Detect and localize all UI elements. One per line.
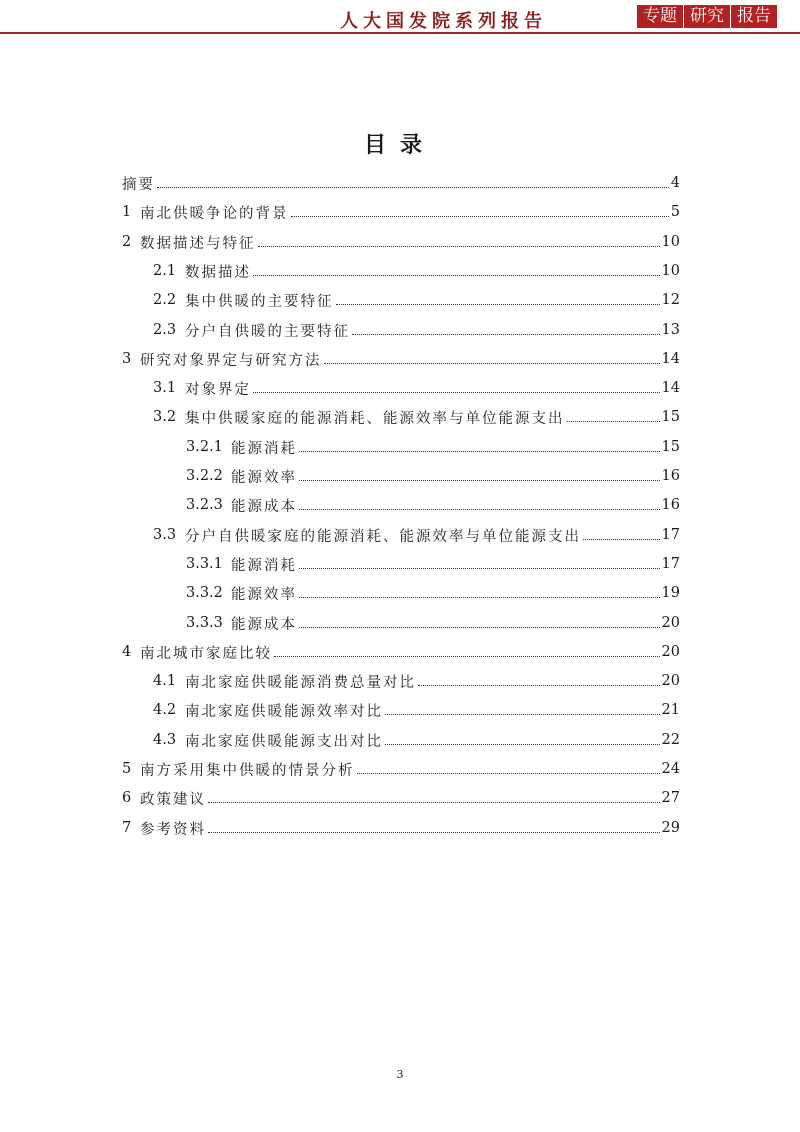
toc-entry[interactable]: [122, 813, 680, 843]
toc-entry-page: 20: [661, 644, 680, 660]
dot-leader: [299, 509, 660, 510]
toc-entry[interactable]: [186, 432, 680, 462]
toc-entry-page: 15: [661, 409, 680, 425]
dot-leader: [274, 656, 660, 657]
toc-entry-number: 2.1: [153, 263, 177, 279]
toc-entry-page: 24: [661, 761, 680, 777]
badge-segment: 研究: [684, 5, 731, 28]
dot-leader: [208, 802, 660, 803]
dot-leader: [253, 275, 660, 276]
toc-entry[interactable]: [153, 695, 680, 725]
toc-entry-page: 17: [661, 556, 680, 572]
toc-entry-number: 3.3: [153, 527, 177, 543]
toc-entry-title: 南北家庭供暖能源效率对比: [185, 703, 383, 720]
toc-entry-title: 能源消耗: [231, 440, 297, 457]
dot-leader: [258, 246, 660, 247]
dot-leader: [583, 539, 660, 540]
toc-entry-title: 集中供暖的主要特征: [185, 293, 334, 310]
toc-entry-title: 南方采用集中供暖的情景分析: [140, 762, 355, 779]
dot-leader: [299, 451, 660, 452]
toc-entry-number: 3.2: [153, 409, 177, 425]
toc-entry-title: 能源成本: [231, 616, 297, 633]
toc-entry-page: 22: [661, 732, 680, 748]
toc-entry[interactable]: [122, 344, 680, 374]
badge-segment: 报告: [737, 6, 771, 26]
toc-entry[interactable]: [122, 637, 680, 667]
toc-entry[interactable]: [122, 197, 680, 227]
toc-entry-number: 7: [122, 820, 132, 836]
dot-leader: [352, 334, 660, 335]
toc-entry[interactable]: [186, 549, 680, 579]
dot-leader: [299, 480, 660, 481]
toc-entry[interactable]: [153, 315, 680, 345]
toc-entry-page: 21: [661, 702, 680, 718]
toc-entry-title: 能源消耗: [231, 557, 297, 574]
toc-entry-number: 2: [122, 234, 132, 250]
dot-leader: [385, 714, 660, 715]
toc-entry-number: 3.3.2: [186, 585, 223, 601]
toc-entry-page: 14: [661, 380, 680, 396]
toc-entry-number: 3: [122, 351, 132, 367]
toc-entry-title: 南北城市家庭比较: [140, 645, 272, 662]
toc-entry[interactable]: [153, 256, 680, 286]
toc-entry-title: 参考资料: [140, 821, 206, 838]
toc-entry-title: 南北家庭供暖能源消费总量对比: [185, 674, 416, 691]
dot-leader: [385, 744, 660, 745]
toc-entry-page: 4: [670, 175, 680, 191]
toc-entry-title: 数据描述与特征: [140, 235, 256, 252]
toc-entry[interactable]: [122, 754, 680, 784]
dot-leader: [567, 421, 660, 422]
header-divider: [0, 32, 800, 34]
toc-entry-page: 17: [661, 527, 680, 543]
toc-entry-number: 3.3.1: [186, 556, 223, 572]
toc-entry[interactable]: [153, 285, 680, 315]
toc-entry-page: 16: [661, 468, 680, 484]
toc-entry-number: 5: [122, 761, 132, 777]
toc-entry-title: 政策建议: [140, 791, 206, 808]
dot-leader: [336, 304, 660, 305]
toc-entry-number: 3.2.1: [186, 439, 223, 455]
toc-entry-number: 4.2: [153, 702, 177, 718]
toc-entry[interactable]: [153, 373, 680, 403]
toc-entry[interactable]: [122, 783, 680, 813]
dot-leader: [324, 363, 660, 364]
toc-entry-title: 能源效率: [231, 469, 297, 486]
toc-entry-number: 4.1: [153, 673, 177, 689]
toc-entry-page: 14: [661, 351, 680, 367]
report-series-title: 人大国发院系列报告: [340, 11, 547, 32]
dot-leader: [253, 392, 660, 393]
toc-entry-title: 能源成本: [231, 498, 297, 515]
toc-entry-title: 南北供暖争论的背景: [140, 205, 289, 222]
dot-leader: [299, 627, 660, 628]
toc-entry[interactable]: [122, 227, 680, 257]
toc-entry-page: 10: [661, 263, 680, 279]
toc-entry-number: 3.2.3: [186, 497, 223, 513]
toc-entry-page: 10: [661, 234, 680, 250]
toc-entry-page: 20: [661, 673, 680, 689]
toc-entry-page: 16: [661, 497, 680, 513]
dot-leader: [418, 685, 660, 686]
page-number: 3: [396, 1068, 404, 1081]
toc-entry-page: 15: [661, 439, 680, 455]
toc-entry-number: 6: [122, 790, 132, 806]
toc-entry[interactable]: [186, 461, 680, 491]
dot-leader: [157, 187, 669, 188]
toc-entry-title: 数据描述: [185, 264, 251, 281]
toc-entry-title: 对象界定: [185, 381, 251, 398]
dot-leader: [357, 773, 660, 774]
toc-entry-title: 分户自供暖的主要特征: [185, 323, 350, 340]
dot-leader: [299, 597, 660, 598]
toc-entry[interactable]: [153, 666, 680, 696]
toc-entry[interactable]: [122, 168, 680, 198]
toc-entry[interactable]: [153, 402, 680, 432]
toc-entry-title: 分户自供暖家庭的能源消耗、能源效率与单位能源支出: [185, 528, 581, 545]
toc-entry-number: 1: [122, 204, 132, 220]
toc-entry-number: 3.3.3: [186, 615, 223, 631]
toc-entry[interactable]: [153, 520, 680, 550]
toc-entry-page: 12: [661, 292, 680, 308]
toc-entry-page: 27: [661, 790, 680, 806]
toc-entry-title: 集中供暖家庭的能源消耗、能源效率与单位能源支出: [185, 410, 565, 427]
toc-entry-title: 研究对象界定与研究方法: [140, 352, 322, 369]
dot-leader: [208, 832, 660, 833]
toc-entry[interactable]: [153, 725, 680, 755]
toc-entry[interactable]: [186, 490, 680, 520]
toc-entry-title: 摘要: [122, 176, 155, 193]
toc-entry[interactable]: [186, 608, 680, 638]
dot-leader: [299, 568, 660, 569]
toc-entry-number: 3.1: [153, 380, 177, 396]
toc-entry-page: 20: [661, 615, 680, 631]
toc-entry-number: 2.3: [153, 322, 177, 338]
toc-entry-title: 能源效率: [231, 586, 297, 603]
toc-entry-page: 13: [661, 322, 680, 338]
report-type-badge: [637, 5, 777, 28]
toc-entry-number: 4: [122, 644, 132, 660]
toc-entry-page: 5: [670, 204, 680, 220]
toc-entry-number: 2.2: [153, 292, 177, 308]
page-header: [0, 0, 800, 34]
toc-entry-title: 南北家庭供暖能源支出对比: [185, 733, 383, 750]
badge-segment: 专题: [637, 5, 684, 28]
toc-title: 目录: [363, 133, 436, 158]
toc-entry-number: 4.3: [153, 732, 177, 748]
toc-entry-page: 29: [661, 820, 680, 836]
toc-entry-number: 3.2.2: [186, 468, 223, 484]
toc-entry-page: 19: [661, 585, 680, 601]
dot-leader: [291, 216, 669, 217]
toc-entry[interactable]: [186, 578, 680, 608]
